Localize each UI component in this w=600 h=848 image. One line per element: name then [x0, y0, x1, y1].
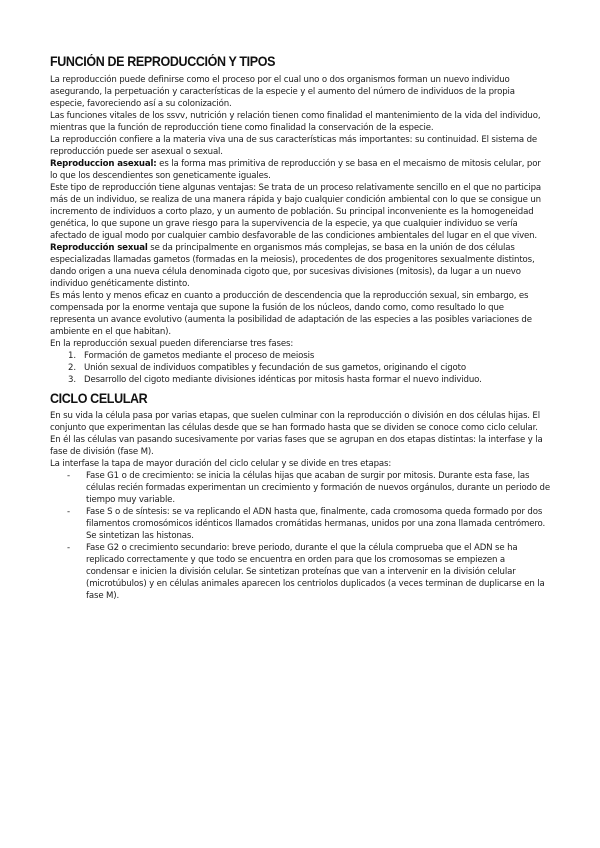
list-number: 3. [68, 375, 76, 385]
paragraph: En él las células van pasando sucesivamente por varias fases que se agrupan en dos etapas distintas: la interfase y la fase de división (fase M). [50, 435, 543, 457]
section-title-ciclo-celular: CICLO CELULAR [50, 391, 148, 406]
paragraph-asexual [50, 158, 550, 182]
list-dash: - [67, 543, 70, 553]
phases-list [50, 350, 550, 386]
term-sexual: Reproducción sexual [50, 243, 148, 253]
term-asexual: Reproduccion asexual: [50, 159, 157, 169]
paragraph: Las funciones vitales de los ssvv, nutrición y relación tienen como finalidad el mantenimiento de la vida del individuo, mientras que la función de reproducción tiene como finalidad la conservación de la especie. [50, 111, 541, 133]
asexual-text: es la forma mas primitiva de reproducción y se basa en el mecaismo de mitosis celular, por lo que los descendientes son geneticamente iguales. [50, 159, 541, 181]
list-item [50, 470, 550, 506]
list-item [50, 374, 550, 386]
list-item-text: Unión sexual de individuos compatibles y fecundación de sus gametos, originando el cigoto [84, 363, 466, 373]
paragraph: Es más lento y menos eficaz en cuanto a producción de descendencia que la reproducción sexual, sin embargo, es compensada por la enorme ventaja que supone la fusión de los núcleos, dando como, como resultado lo que representa un avance evolutivo (aumenta la posibilidad de adaptación de las especies a las posibles variaciones de ambiente en el que habitan). [50, 291, 532, 337]
list-item [50, 542, 550, 602]
list-item-text: Desarrollo del cigoto mediante divisiones idénticas por mitosis hasta formar el nuevo individuo. [84, 375, 482, 385]
list-dash: - [67, 507, 70, 517]
list-number: 2. [68, 363, 76, 373]
list-item-text: Fase S o de síntesis: se va replicando el ADN hasta que, finalmente, cada cromosoma queda formado por dos filamentos cromosómicos idénticos llamados cromátidas hermanas, unidos por una zona llamada centrómero. Se sintetizan las histonas. [86, 507, 546, 541]
section-title-reproduccion: FUNCIÓN DE REPRODUCCIÓN Y TIPOS [50, 54, 276, 69]
paragraph: En su vida la célula pasa por varias etapas, que suelen culminar con la reproducción o división en dos células hijas. El conjunto que experimentan las células desde que se han formado hasta que se dividen se conoce como ciclo celular. [50, 411, 540, 433]
paragraph: La interfase la tapa de mayor duración del ciclo celular y se divide en tres etapas: [50, 459, 392, 469]
list-item-text: Formación de gametos mediante el proceso de meiosis [84, 351, 315, 361]
list-item-text: Fase G1 o de crecimiento: se inicia la células hijas que acaban de surgir por mitosis. Durante esta fase, las células recién formadas experimentan un crecimiento y formación de nuevos orgánulos, durante un periodo de tiempo muy variable. [86, 471, 550, 505]
paragraph: Este tipo de reproducción tiene algunas ventajas: Se trata de un proceso relativamente sencillo en el que no participa más de un individuo, se realiza de una manera rápida y bajo cualquier condición ambiental con lo que se consigue un incremento de individuos a corto plazo, y un aumento de población. Su principal inconveniente es la homogeneidad genética, lo que supone un grave riesgo para la supervivencia de la especie, ya que cualquier individuo se vería afectado de igual modo por cualquier cambio desfavorable de las condiciones ambientales del lugar en el que viven. [50, 183, 542, 241]
list-dash: - [67, 471, 70, 481]
stages-list [50, 470, 550, 602]
list-item [50, 362, 550, 374]
paragraph: La reproducción confiere a la materia viva una de sus características más importantes: su continuidad. El sistema de reproducción puede ser asexual o sexual. [50, 135, 538, 157]
paragraph: La reproducción puede definirse como el proceso por el cual uno o dos organismos forman un nuevo individuo asegurando, la perpetuación y características de la especie y el aumento del número de individuos de la propia especie, favoreciendo así a su colonización. [50, 75, 515, 109]
list-item-text: Fase G2 o crecimiento secundario: breve periodo, durante el que la célula comprueba que el ADN se ha replicado correctamente y que todo se encuentra en orden para que los cromosomas se empiezen a condensar e inicien la división celular. Se sintetizan proteínas que van a intervenir en la división celular (microtúbulos) y en células animales aparecen los centriolos duplicados (a veces terminan de duplicarse en la fase M). [86, 543, 545, 601]
paragraph: En la reproducción sexual pueden diferenciarse tres fases: [50, 339, 294, 349]
list-number: 1. [68, 351, 76, 361]
paragraph-sexual [50, 242, 550, 290]
sexual-text: se da principalmente en organismos más complejas, se basa en la unión de dos células especializadas llamadas gametos (formadas en la meiosis), procedentes de dos progenitores sexualmente distintos, dando origen a una nueva célula denominada cigoto que, por sucesivas divisiones (mitosis), da lugar a un nuevo individuo genéticamente distinto. [50, 243, 535, 289]
list-item [50, 506, 550, 542]
document-page [50, 52, 550, 602]
list-item [50, 350, 550, 362]
